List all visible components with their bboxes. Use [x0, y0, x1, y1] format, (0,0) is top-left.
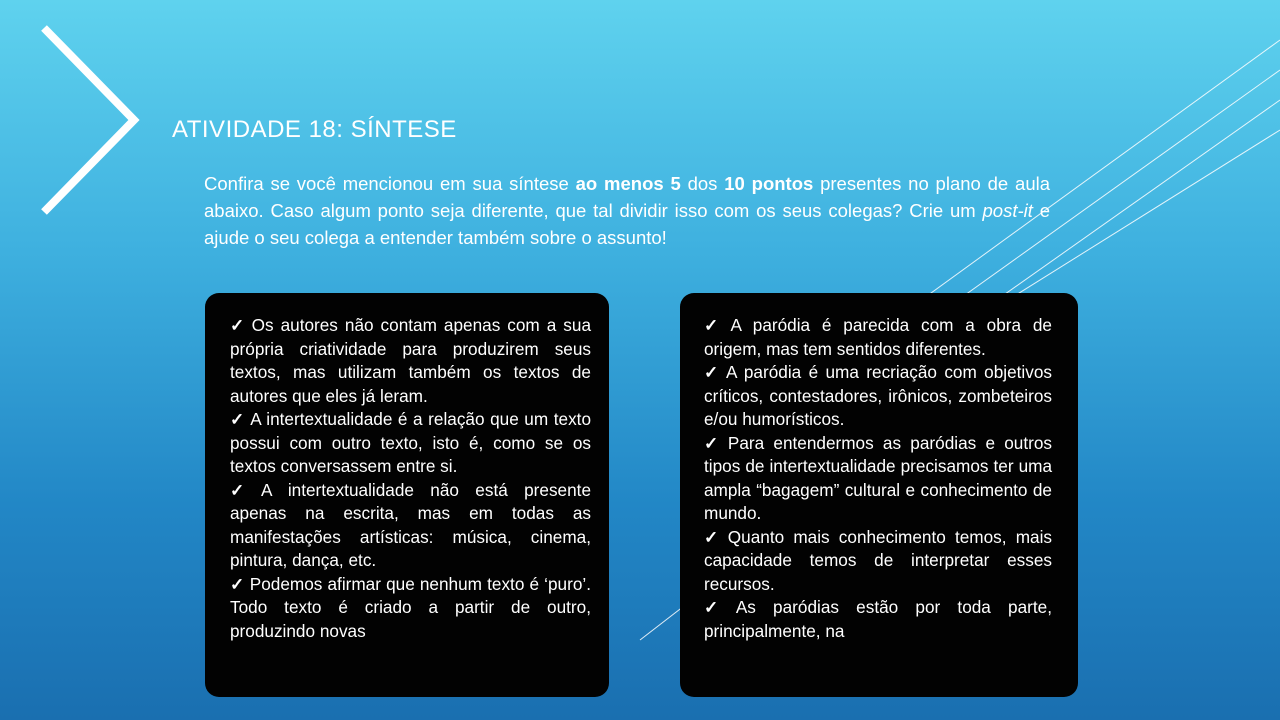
point-text: A paródia é parecida com a obra de origem, mas tem sentidos diferentes.: [704, 315, 1052, 359]
point-text: Para entendermos as paródias e outros tipos de intertextualidade precisamos ter uma ampla “bagagem” cultural e conhecimento de mundo.: [704, 432, 1053, 523]
intro-text-4: e ajude o seu colega a entender também sobre o assunto!: [204, 200, 1050, 248]
intro-italic: post-it: [982, 200, 1033, 221]
check-icon: ✓: [230, 573, 245, 594]
right-points-panel: [680, 293, 1078, 697]
list-item: [230, 314, 591, 408]
point-text: A paródia é uma recriação com objetivos críticos, contestadores, irônicos, zombeteiros e/ou humorísticos.: [704, 362, 1052, 429]
list-item: [704, 432, 1052, 526]
check-icon: ✓: [704, 526, 723, 547]
point-text: A intertextualidade não está presente apenas na escrita, mas em todas as manifestações artísticas: música, cinema, pintura, dança, etc.: [230, 479, 592, 570]
list-item: [704, 314, 1052, 361]
left-points-panel: [205, 293, 609, 697]
point-text: A intertextualidade é a relação que um texto possui com outro texto, isto é, como se os textos conversassem entre si.: [230, 409, 592, 476]
point-text: Podemos afirmar que nenhum texto é ‘puro’. Todo texto é criado a partir de outro, produzindo novas: [230, 573, 591, 641]
intro-text-2: dos: [680, 173, 725, 194]
left-points-list: [230, 314, 591, 643]
check-icon: ✓: [230, 409, 246, 429]
list-item: [704, 596, 1052, 643]
intro-bold-1: ao menos 5: [575, 173, 681, 194]
check-icon: ✓: [704, 432, 723, 453]
list-item: [230, 408, 591, 479]
intro-text-1: Confira se você mencionou em sua síntese: [204, 173, 576, 194]
intro-bold-2: 10 pontos: [724, 173, 814, 194]
check-icon: ✓: [230, 479, 256, 500]
check-icon: ✓: [704, 362, 721, 382]
check-icon: ✓: [230, 315, 247, 335]
list-item: [704, 526, 1052, 597]
list-item: [230, 573, 591, 644]
list-item: [230, 479, 591, 573]
slide-title: ATIVIDADE 18: SÍNTESE: [172, 116, 457, 143]
point-text: Quanto mais conhecimento temos, mais capacidade temos de interpretar esses recursos.: [704, 526, 1052, 594]
list-item: [704, 361, 1052, 432]
point-text: Os autores não contam apenas com a sua própria criatividade para produzirem seus textos, mas utilizam também os textos de autores que eles já leram.: [230, 315, 592, 406]
check-icon: ✓: [704, 315, 726, 335]
right-points-list: [704, 314, 1052, 643]
intro-text-3: presentes no plano de aula abaixo. Caso algum ponto seja diferente, que tal dividir isso com os seus colegas? Crie um: [204, 173, 1051, 221]
point-text: As paródias estão por toda parte, principalmente, na: [704, 597, 1052, 641]
check-icon: ✓: [704, 597, 731, 617]
intro-paragraph: [204, 170, 1050, 251]
